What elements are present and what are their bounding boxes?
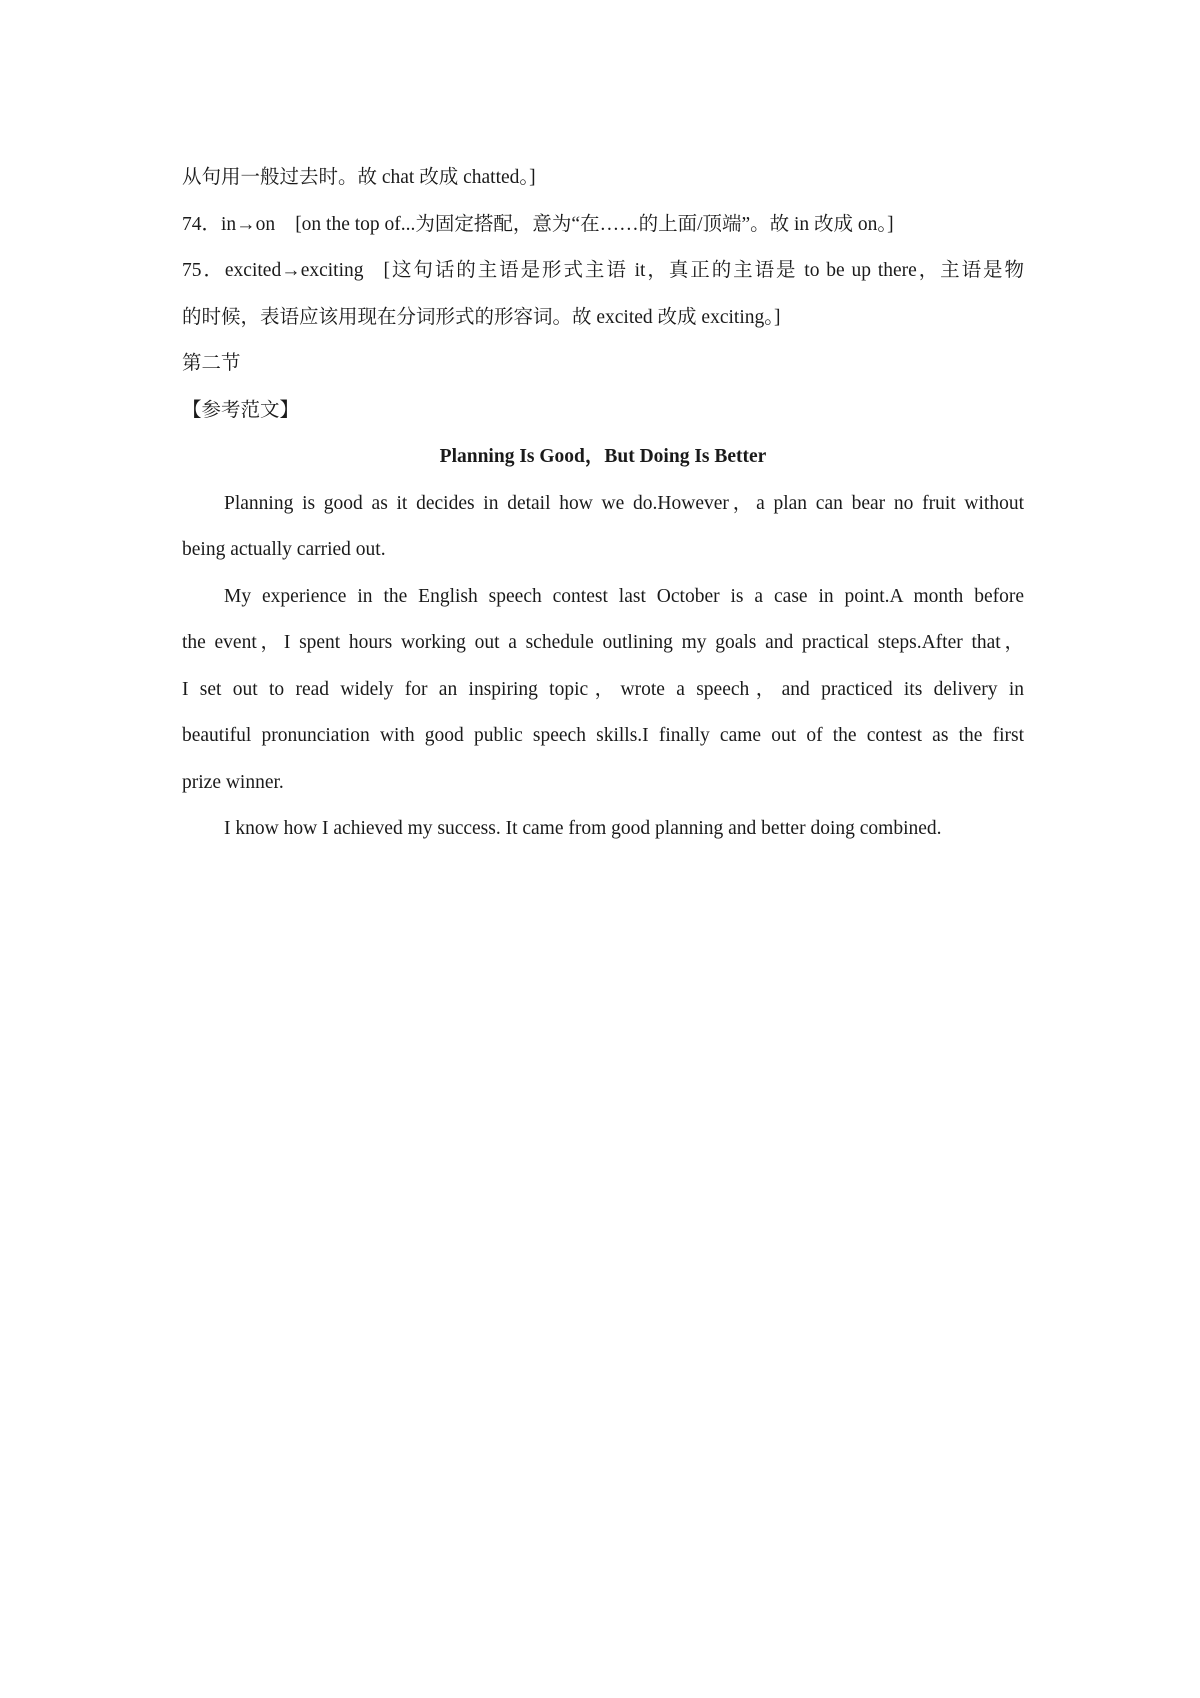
essay-line: prize winner. — [182, 771, 284, 793]
essay-line: I set out to read widely for an inspiring topic，wrote a speech，and practiced its delivery in — [182, 678, 1024, 700]
answer-75-number: 75． — [182, 260, 225, 281]
essay-line: Planning is good as it decides in detail how we do.However，a plan can bear no fruit without — [224, 492, 1024, 514]
section-heading: 第二节 — [182, 353, 241, 374]
answer-74-explanation: [on the top of...为固定搭配，意为“在……的上面/顶端”。故 in 改成 on。] — [295, 213, 894, 235]
essay-title: Planning Is Good，But Doing Is Better — [439, 446, 767, 467]
essay-line: beautiful pronunciation with good public speech skills.I finally came out of the contest as the first — [182, 725, 1024, 746]
answer-75-explanation-line1: [这句话的主语是形式主语 it，真正的主语是 to be up there，主语是物 — [383, 260, 1024, 281]
answer-75-correction: excited→exciting — [224, 260, 364, 281]
answer-74 — [182, 202, 1024, 249]
document-page — [182, 155, 1024, 853]
essay-line: My experience in the English speech contest last October is a case in point.A month before — [224, 585, 1024, 607]
answer-74-number: 74． — [182, 213, 222, 235]
essay-paragraph-2 — [182, 574, 1024, 807]
essay-paragraph-3 — [182, 806, 1024, 853]
answer-continuation: 从句用一般过去时。故 chat 改成 chatted。] — [182, 167, 536, 188]
essay-paragraph-1 — [182, 481, 1024, 574]
essay-line: I know how I achieved my success. It came from good planning and better doing combined. — [224, 818, 942, 839]
answer-75 — [182, 248, 1024, 295]
answer-74-correction: in→on — [221, 213, 276, 235]
answer-75-explanation-line2: 的时候，表语应该用现在分词形式的形容词。故 excited 改成 exciting。] — [182, 306, 781, 328]
essay-line: being actually carried out. — [182, 539, 386, 560]
section-label: 【参考范文】 — [182, 399, 300, 421]
essay-line: the event，I spent hours working out a schedule outlining my goals and practical steps.After that， — [182, 632, 1024, 653]
